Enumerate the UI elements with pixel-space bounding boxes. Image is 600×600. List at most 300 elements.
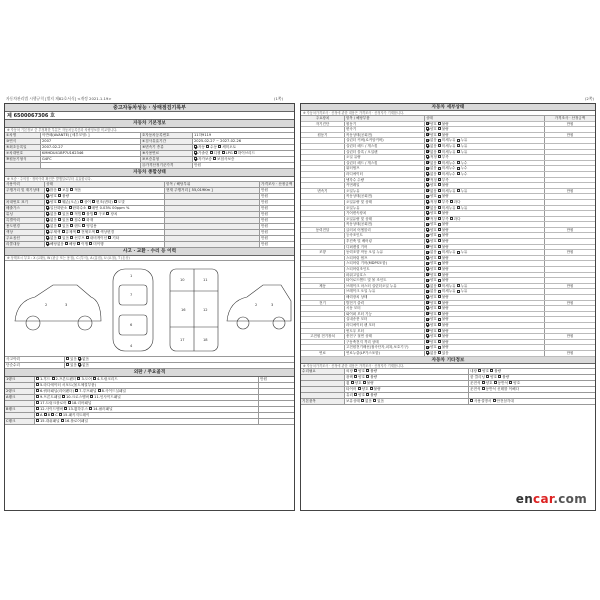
checkbox[interactable] (438, 195, 441, 198)
checkbox[interactable] (438, 223, 441, 226)
checkbox[interactable] (426, 251, 429, 254)
checkbox[interactable] (450, 217, 453, 220)
checkbox[interactable] (438, 279, 441, 282)
table-cell (259, 395, 294, 400)
checkbox-label: 있음 (62, 218, 71, 222)
checkbox[interactable] (438, 329, 441, 332)
checkbox[interactable] (490, 369, 493, 372)
checkbox-label: 튜닝 (6, 212, 13, 216)
checkbox[interactable] (46, 188, 49, 191)
checkbox[interactable] (36, 395, 39, 398)
checkbox[interactable] (64, 407, 67, 410)
checkbox[interactable] (36, 401, 39, 404)
checkbox[interactable] (438, 351, 441, 354)
detail-price: 만원 (566, 132, 574, 137)
checkbox[interactable] (82, 212, 85, 215)
table-cell (41, 151, 141, 156)
checkbox[interactable] (46, 236, 49, 239)
checkbox[interactable] (426, 178, 429, 181)
checkbox[interactable] (108, 236, 111, 239)
checkbox[interactable] (426, 189, 429, 192)
checkbox[interactable] (68, 401, 71, 404)
checkbox[interactable] (438, 262, 441, 265)
checkbox[interactable] (438, 295, 441, 298)
checkbox[interactable] (426, 200, 429, 203)
checkbox-label: 운전석 (470, 380, 482, 385)
checkbox-label: 유리 (346, 392, 355, 397)
checkbox-label: 자동 (198, 145, 207, 149)
checkbox[interactable] (438, 267, 441, 270)
form-title: 중고자동차성능 · 상태점검기록부 (5, 104, 294, 112)
detail-state-table (301, 116, 595, 357)
checkbox-label: 양호 (430, 295, 438, 299)
checkbox-label: 부족 (441, 199, 450, 204)
checkbox[interactable] (58, 200, 61, 203)
checkbox-label: 불법 (86, 212, 95, 216)
checkbox-label: 기본품목 (302, 398, 316, 403)
checkbox[interactable] (438, 284, 441, 287)
table-cell (165, 224, 260, 229)
checkbox[interactable] (46, 206, 49, 209)
checkbox[interactable] (426, 301, 429, 304)
checkbox[interactable] (470, 399, 473, 402)
checkbox[interactable] (354, 369, 357, 372)
checkbox[interactable] (222, 151, 225, 154)
checkbox[interactable] (438, 234, 441, 237)
checkbox[interactable] (46, 242, 49, 245)
checkbox[interactable] (426, 150, 429, 153)
checkbox[interactable] (426, 290, 429, 293)
checkbox[interactable] (509, 381, 512, 384)
checkbox[interactable] (457, 144, 460, 147)
checkbox[interactable] (438, 306, 441, 309)
checkbox[interactable] (194, 151, 197, 154)
checkbox[interactable] (82, 224, 85, 227)
checkbox[interactable] (366, 375, 369, 378)
checkbox[interactable] (438, 178, 441, 181)
checkbox[interactable] (426, 127, 429, 130)
checkbox[interactable] (426, 318, 429, 321)
checkbox[interactable] (426, 312, 429, 315)
checkbox[interactable] (438, 155, 441, 158)
checkbox[interactable] (194, 145, 197, 148)
checkbox-label: 미세누유 (441, 143, 457, 148)
checkbox[interactable] (426, 306, 429, 309)
detail-item-label: 연료누출(LP가스포함) (345, 351, 425, 356)
checkbox-label: 2025-02-27 ~ 2027-02-26 (194, 139, 242, 143)
detail-group-label: 연료 (301, 351, 345, 356)
checkbox[interactable] (426, 295, 429, 298)
checkbox[interactable] (426, 139, 429, 142)
detail-item-label: 기어변속장치 (345, 211, 425, 216)
checkbox[interactable] (457, 150, 460, 153)
checkbox[interactable] (58, 218, 61, 221)
checkbox[interactable] (457, 290, 460, 293)
checkbox-label: 양호 (430, 300, 438, 305)
checkbox[interactable] (426, 223, 429, 226)
checkbox[interactable] (66, 357, 69, 360)
checkbox-label: 불량 (502, 374, 510, 379)
checkbox[interactable] (426, 256, 429, 259)
checkbox[interactable] (438, 172, 441, 175)
checkbox[interactable] (438, 273, 441, 276)
table-cell (5, 157, 41, 162)
checkbox-label: 불량 (441, 278, 449, 283)
detail-item-label: 추진축 및 베어링 (345, 239, 425, 244)
checkbox-label: 양호 (430, 334, 438, 339)
checkbox[interactable] (90, 395, 93, 398)
table-cell (5, 413, 35, 418)
detail-group-label (301, 323, 345, 328)
checkbox-label: 누수 (460, 166, 468, 171)
checkbox[interactable] (438, 290, 441, 293)
table-cell (5, 389, 35, 394)
checkbox[interactable] (438, 189, 441, 192)
checkbox[interactable] (493, 399, 496, 402)
checkbox[interactable] (351, 381, 354, 384)
checkbox[interactable] (92, 200, 95, 203)
checkbox[interactable] (450, 200, 453, 203)
checkbox-label: 없음 (430, 188, 438, 193)
checkbox[interactable] (438, 318, 441, 321)
checkbox[interactable] (58, 194, 61, 197)
checkbox[interactable] (438, 161, 441, 164)
checkbox[interactable] (438, 334, 441, 337)
checkbox[interactable] (52, 377, 55, 380)
table-cell (469, 387, 595, 392)
svg-text:3: 3 (65, 303, 68, 307)
checkbox-label: 없음 (430, 205, 438, 210)
detail-status (425, 306, 545, 311)
checkbox[interactable] (426, 323, 429, 326)
checkbox[interactable] (58, 224, 61, 227)
checkbox[interactable] (438, 133, 441, 136)
checkbox[interactable] (93, 377, 96, 380)
checkbox[interactable] (65, 242, 68, 245)
checkbox[interactable] (426, 267, 429, 270)
checkbox-label: 양호 (430, 278, 438, 283)
checkbox[interactable] (438, 323, 441, 326)
checkbox-label: 양호 (430, 222, 438, 227)
checkbox[interactable] (438, 211, 441, 214)
checkbox-label: A (40, 413, 44, 417)
detail-status (425, 250, 545, 255)
checkbox[interactable] (89, 242, 92, 245)
checkbox[interactable] (486, 375, 489, 378)
detail-group-label (301, 261, 345, 266)
checkbox[interactable] (66, 363, 69, 366)
checkbox[interactable] (482, 381, 485, 384)
checkbox[interactable] (426, 144, 429, 147)
checkbox[interactable] (426, 133, 429, 136)
checkbox[interactable] (438, 256, 441, 259)
checkbox[interactable] (46, 218, 49, 221)
checkbox[interactable] (58, 188, 61, 191)
checkbox[interactable] (96, 230, 99, 233)
checkbox-label: 6.쿼터패널(리어펜더) (40, 389, 76, 393)
checkbox-label: 양호 (513, 380, 521, 385)
checkbox[interactable] (36, 413, 39, 416)
checkbox[interactable] (234, 151, 237, 154)
checkbox[interactable] (426, 351, 429, 354)
checkbox[interactable] (438, 150, 441, 153)
checkbox-label: KMHDU41BP7U162346 (42, 151, 84, 155)
checkbox[interactable] (426, 329, 429, 332)
checkbox[interactable] (106, 212, 109, 215)
checkbox[interactable] (426, 206, 429, 209)
checkbox-label: 불량 (441, 183, 449, 188)
table-cell (35, 377, 259, 382)
detail-group-label (301, 211, 345, 216)
detail-item-label: 작동상태(공회전) (345, 222, 425, 227)
table-cell (259, 401, 294, 406)
checkbox[interactable] (438, 251, 441, 254)
checkbox[interactable] (366, 369, 369, 372)
checkbox[interactable] (59, 413, 62, 416)
checkbox-label: 불량 (441, 127, 449, 132)
frame-title: 외판 / 주요골격 (5, 369, 294, 377)
checkbox[interactable] (89, 407, 92, 410)
checkbox[interactable] (438, 301, 441, 304)
checkbox[interactable] (361, 399, 364, 402)
checkbox-label: 미세누유 (441, 138, 457, 143)
checkbox-label: 양호 (430, 311, 438, 316)
checkbox[interactable] (62, 395, 65, 398)
checkbox[interactable] (438, 340, 441, 343)
checkbox[interactable] (438, 167, 441, 170)
checkbox[interactable] (86, 236, 89, 239)
checkbox[interactable] (370, 387, 373, 390)
checkbox-label: 단순수리 (6, 363, 20, 367)
checkbox[interactable] (426, 167, 429, 170)
checkbox-label: 4.트렁크리드 (96, 377, 118, 381)
checkbox[interactable] (70, 212, 73, 215)
checkbox[interactable] (438, 228, 441, 231)
checkbox[interactable] (438, 139, 441, 142)
checkbox[interactable] (426, 273, 429, 276)
accident-table (5, 357, 294, 369)
checkbox[interactable] (61, 419, 64, 422)
checkbox[interactable] (426, 217, 429, 220)
detail-price (545, 261, 595, 266)
detail-price (545, 172, 595, 177)
checkbox[interactable] (62, 230, 65, 233)
checkbox[interactable] (98, 389, 101, 392)
detail-price (545, 312, 595, 317)
checkbox[interactable] (438, 144, 441, 147)
detail-price (545, 329, 595, 334)
checkbox[interactable] (457, 139, 460, 142)
checkbox-label: 색상변경 (100, 230, 115, 234)
checkbox[interactable] (88, 206, 91, 209)
checkbox-label: 없음 (430, 138, 438, 143)
checkbox[interactable] (426, 122, 429, 125)
checkbox[interactable] (426, 239, 429, 242)
checkbox[interactable] (218, 145, 221, 148)
checkbox[interactable] (80, 200, 83, 203)
checkbox[interactable] (46, 194, 49, 197)
checkbox[interactable] (82, 218, 85, 221)
page-number-1: (1쪽) (274, 96, 284, 101)
checkbox[interactable] (438, 245, 441, 248)
checkbox[interactable] (457, 284, 460, 287)
table-cell (193, 163, 294, 168)
checkbox[interactable] (46, 200, 49, 203)
checkbox-label: 누유 (460, 143, 468, 148)
checkbox[interactable] (77, 377, 80, 380)
checkbox[interactable] (36, 389, 39, 392)
table-cell (45, 236, 165, 241)
checkbox[interactable] (426, 172, 429, 175)
checkbox[interactable] (77, 242, 80, 245)
checkbox[interactable] (457, 189, 460, 192)
checkbox[interactable] (494, 381, 497, 384)
checkbox[interactable] (457, 172, 460, 175)
other-info-row (301, 399, 595, 405)
checkbox[interactable] (70, 224, 73, 227)
checkbox[interactable] (354, 375, 357, 378)
checkbox-label: 룸 클리닝 (470, 374, 487, 379)
checkbox[interactable] (46, 212, 49, 215)
checkbox[interactable] (194, 157, 197, 160)
checkbox[interactable] (426, 211, 429, 214)
table-cell (45, 182, 165, 187)
svg-text:4: 4 (130, 344, 133, 348)
checkbox-label: 미세누유 (441, 250, 457, 255)
checkbox[interactable] (78, 357, 81, 360)
checkbox[interactable] (478, 369, 481, 372)
checkbox[interactable] (70, 236, 73, 239)
checkbox[interactable] (438, 200, 441, 203)
checkbox[interactable] (457, 206, 460, 209)
table-cell (345, 399, 469, 404)
checkbox-label: 양호 (430, 261, 438, 266)
checkbox[interactable] (426, 334, 429, 337)
detail-group-label: 자기진단 (301, 122, 345, 127)
checkbox[interactable] (70, 218, 73, 221)
checkbox[interactable] (358, 387, 361, 390)
checkbox[interactable] (438, 239, 441, 242)
checkbox-label: 9.프론트패널 (40, 395, 62, 399)
checkbox[interactable] (94, 212, 97, 215)
checkbox[interactable] (354, 393, 357, 396)
checkbox-label: 14.필러패널 (92, 407, 113, 411)
checkbox[interactable] (482, 387, 485, 390)
detail-status (425, 345, 545, 350)
checkbox[interactable] (46, 230, 49, 233)
checkbox[interactable] (78, 363, 81, 366)
checkbox[interactable] (70, 188, 73, 191)
checkbox[interactable] (498, 375, 501, 378)
table-cell (345, 381, 469, 386)
table-cell (345, 369, 469, 374)
checkbox[interactable] (426, 161, 429, 164)
checkbox[interactable] (426, 195, 429, 198)
checkbox-label: 리콜대상 (6, 242, 20, 246)
checkbox[interactable] (426, 284, 429, 287)
table-cell (165, 206, 260, 211)
checkbox[interactable] (438, 346, 441, 349)
checkbox[interactable] (426, 155, 429, 158)
checkbox[interactable] (438, 312, 441, 315)
checkbox[interactable] (457, 161, 460, 164)
checkbox[interactable] (438, 206, 441, 209)
checkbox-label: 있음 (62, 236, 71, 240)
checkbox-label: 양호 (361, 386, 370, 391)
detail-group-label (301, 200, 345, 205)
checkbox-label: 불량 (441, 334, 449, 339)
detail-status (425, 278, 545, 283)
checkbox[interactable] (77, 230, 80, 233)
checkbox[interactable] (457, 251, 460, 254)
detail-status (425, 138, 545, 143)
checkbox-label: 양호 (430, 328, 438, 333)
detail-item-label: 변속기 (345, 127, 425, 132)
checkbox[interactable] (58, 236, 61, 239)
detail-price (545, 340, 595, 345)
checkbox-label: 없음 (50, 236, 59, 240)
checkbox[interactable] (69, 206, 72, 209)
checkbox[interactable] (426, 262, 429, 265)
checkbox[interactable] (75, 389, 78, 392)
checkbox-label: 불량 (373, 386, 381, 391)
checkbox[interactable] (426, 245, 429, 248)
checkbox-label: 양호 (430, 272, 438, 277)
checkbox-label: 양호 (430, 183, 438, 188)
checkbox-label: 내장 (470, 368, 479, 373)
checkbox-label: 침수 (74, 218, 83, 222)
checkbox-label: 보험사보증 (217, 157, 235, 161)
checkbox[interactable] (426, 346, 429, 349)
checkbox[interactable] (426, 228, 429, 231)
checkbox[interactable] (206, 145, 209, 148)
checkbox[interactable] (426, 234, 429, 237)
table-cell (5, 407, 35, 412)
detail-group-label (301, 183, 345, 188)
checkbox[interactable] (114, 200, 117, 203)
checkbox[interactable] (44, 413, 47, 416)
checkbox[interactable] (36, 377, 39, 380)
detail-group-label: 고전원 전기장치 (301, 334, 345, 339)
checkbox-label: 적정 (430, 199, 438, 204)
checkbox[interactable] (36, 383, 39, 386)
checkbox[interactable] (36, 407, 39, 410)
checkbox[interactable] (457, 167, 460, 170)
checkbox[interactable] (366, 393, 369, 396)
checkbox[interactable] (51, 413, 54, 416)
table-cell (259, 419, 294, 424)
checkbox[interactable] (36, 419, 39, 422)
checkbox[interactable] (426, 279, 429, 282)
checkbox-label: 상이 (83, 200, 93, 204)
checkbox[interactable] (438, 217, 441, 220)
checkbox[interactable] (210, 151, 213, 154)
detail-status (425, 256, 545, 261)
checkbox[interactable] (373, 399, 376, 402)
checkbox[interactable] (363, 381, 366, 384)
checkbox[interactable] (438, 183, 441, 186)
checkbox[interactable] (213, 157, 216, 160)
checkbox[interactable] (438, 122, 441, 125)
checkbox[interactable] (426, 183, 429, 186)
checkbox[interactable] (58, 212, 61, 215)
checkbox[interactable] (438, 127, 441, 130)
table-cell (5, 133, 41, 138)
table-cell (260, 200, 294, 205)
checkbox[interactable] (426, 340, 429, 343)
checkbox[interactable] (46, 224, 49, 227)
checkbox-label: 적정 (430, 177, 438, 182)
